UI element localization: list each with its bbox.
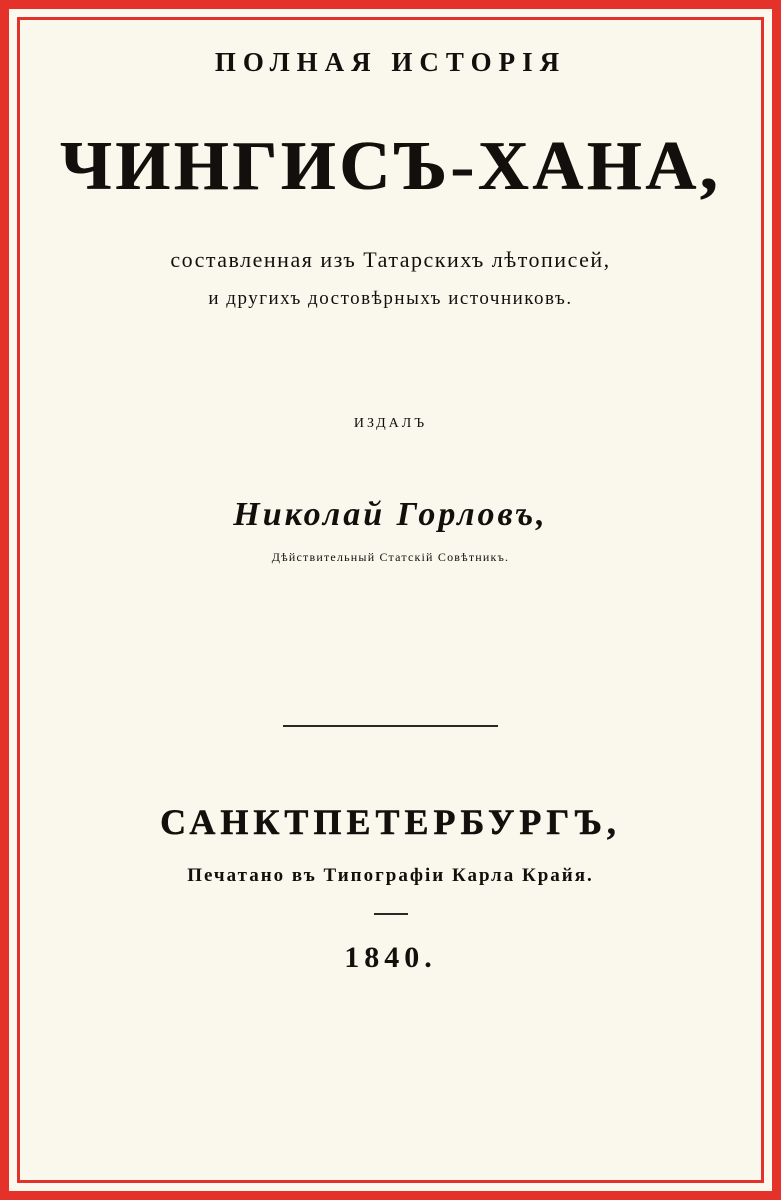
title-page-content	[23, 23, 758, 975]
title-kicker: ПОЛНАЯ ИСТОРІЯ	[214, 47, 567, 77]
author-name: Николай Горловъ,	[233, 495, 548, 533]
paper-sheet	[23, 23, 758, 1177]
subtitle-block	[23, 240, 758, 316]
issued-label: ИЗДАЛЪ	[353, 415, 428, 431]
page-title: ЧИНГИСЪ-ХАНА,	[59, 128, 722, 205]
imprint-city: САНКТПЕТЕРБУРГЪ,	[160, 801, 621, 842]
author-rank: Дѣйствительный Статскій Совѣтникъ.	[271, 549, 510, 564]
imprint-printer: Печатано въ Типографіи Карла Крайя.	[187, 864, 594, 886]
imprint-year: 1840.	[344, 940, 437, 974]
subtitle-line-1: составленная изъ Татарскихъ лѣтописей,	[170, 247, 611, 272]
short-divider	[374, 913, 408, 915]
long-divider	[283, 725, 498, 727]
subtitle-line-2: и другихъ достовѣрныхъ источниковъ.	[208, 287, 573, 309]
